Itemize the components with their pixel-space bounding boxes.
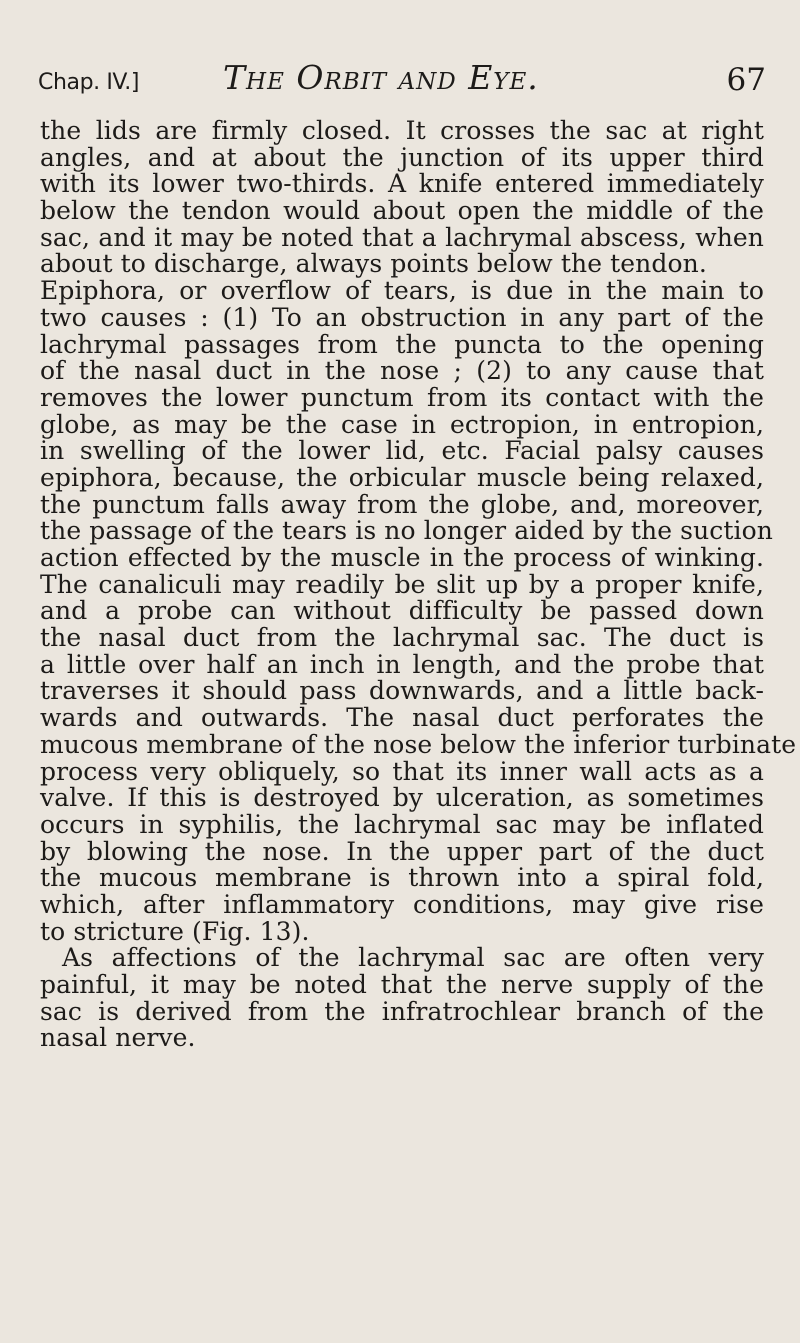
text-line: two causes : (1) To an obstruction in any part of the (40, 302, 764, 332)
chapter-label: Chap. IV.] (38, 70, 140, 95)
text-line: painful, it may be noted that the nerve supply of the (40, 970, 764, 999)
text-line: As affections of the lachrymal sac are often very (62, 943, 764, 973)
running-title: The Orbit and Eye. (223, 58, 539, 97)
text-line: with its lower two-thirds. A knife entered immediately (40, 169, 764, 199)
text-line: wards and outwards. The nasal duct perforates the (40, 703, 764, 733)
text-line: mucous membrane of the nose below the inferior turbinate (40, 729, 797, 759)
text-line: in swelling of the lower lid, etc. Facial palsy causes (40, 436, 764, 466)
text-line: and a probe can without difficulty be passed down (40, 596, 764, 626)
text-line: below the tendon would about open the middle of the (40, 196, 764, 226)
body-text (40, 116, 797, 1258)
text-line: a little over half an inch in length, and the probe that (40, 649, 764, 679)
text-line: about to discharge, always points below the tendon. (40, 249, 707, 279)
text-line: the nasal duct from the lachrymal sac. The duct is (40, 623, 764, 653)
text-line: sac is derived from the infratrochlear branch of the (40, 996, 764, 1026)
text-line: valve. If this is destroyed by ulceration, as sometimes (40, 783, 764, 813)
text-line: which, after inflammatory conditions, may give rise (40, 889, 764, 919)
text-line: action effected by the muscle in the process of winking. (40, 543, 764, 572)
page-number: 67 (726, 62, 766, 98)
text-line: occurs in syphilis, the lachrymal sac may be inflated (40, 809, 764, 839)
text-line: the punctum falls away from the globe, and, moreover, (40, 489, 764, 519)
text-line: nasal nerve. (40, 1023, 196, 1053)
text-line: lachrymal passages from the puncta to the opening (40, 329, 764, 359)
text-line: sac, and it may be noted that a lachrymal abscess, when (40, 222, 764, 252)
text-line: The canaliculi may readily be slit up by a proper knife, (40, 569, 764, 599)
page-header (38, 58, 766, 110)
text-line: by blowing the nose. In the upper part of the duct (40, 836, 764, 866)
text-line: the mucous membrane is thrown into a spiral fold, (40, 863, 764, 893)
text-line: epiphora, because, the orbicular muscle being relaxed, (40, 462, 764, 492)
text-line: globe, as may be the case in ectropion, in entropion, (40, 409, 764, 439)
text-line: removes the lower punctum from its contact with the (40, 382, 764, 412)
text-line: angles, and at about the junction of its upper third (40, 142, 764, 172)
text-line: process very obliquely, so that its inner wall acts as a (40, 756, 764, 786)
text-line: the passage of the tears is no longer aided by the suction (40, 516, 773, 546)
text-line: Epiphora, or overflow of tears, is due in the main to (40, 276, 764, 306)
text-line: the lids are firmly closed. It crosses the sac at right (40, 116, 764, 145)
text-line: traverses it should pass downwards, and a little back- (40, 676, 764, 706)
text-line: to stricture (Fig. 13). (40, 916, 310, 946)
text-line: of the nasal duct in the nose ; (2) to any cause that (40, 356, 764, 386)
